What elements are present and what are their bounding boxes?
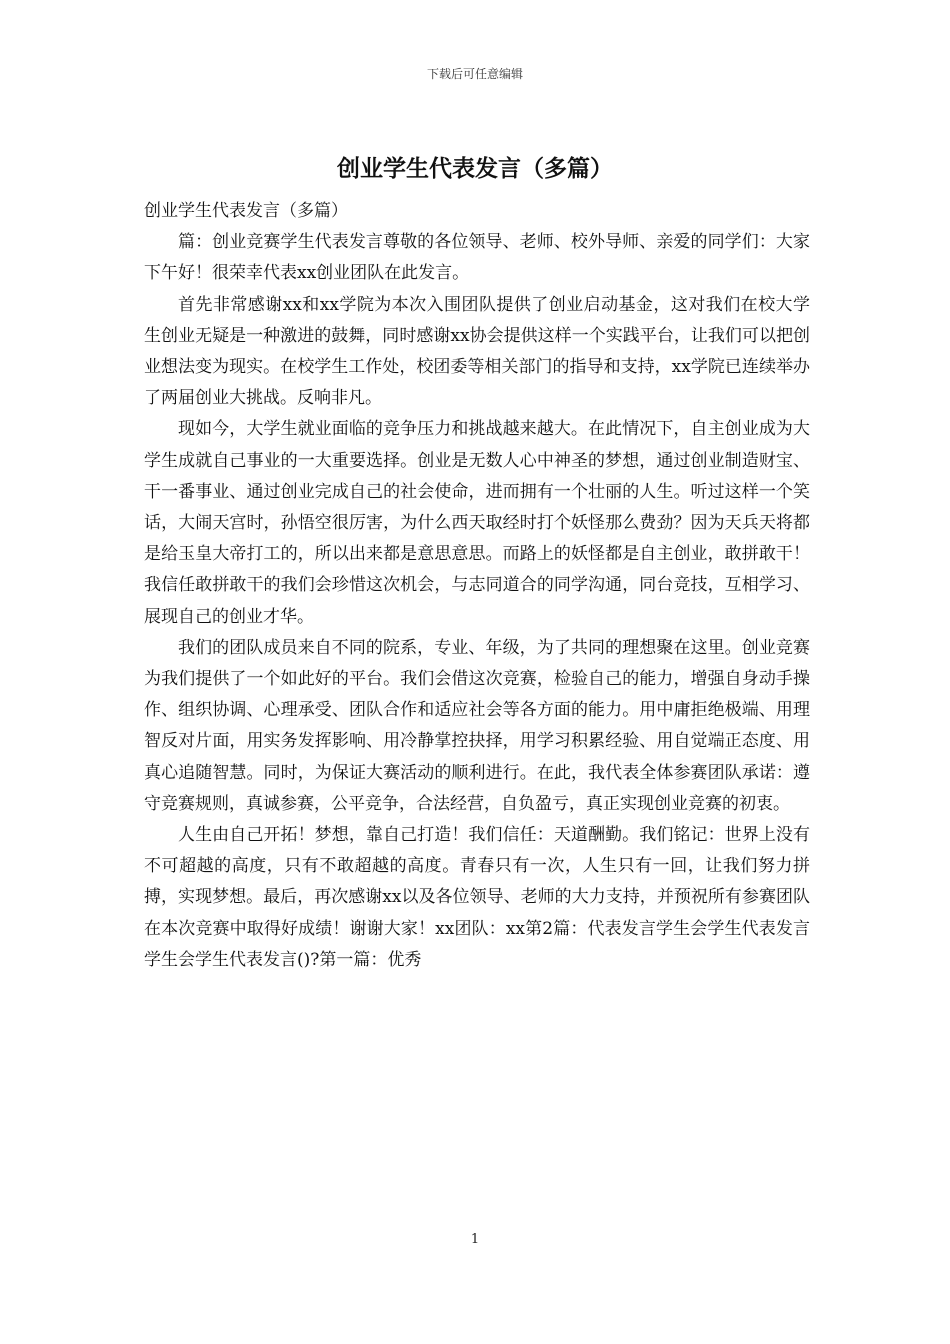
paragraph-team: 我们的团队成员来自不同的院系，专业、年级，为了共同的理想聚在这里。创业竞赛为我们提供了一个如此好的平台。我们会借这次竞赛，检验自己的能力，增强自身动手操作、组织协调、心理承受、团队合作和适应社会等各方面的能力。用中庸拒绝极端、用理智反对片面，用实务发挥影响、用冷静掌控抉择，用学习积累经验、用自觉端正态度、用真心追随智慧。同时，为保证大赛活动的顺利进行。在此，我代表全体参赛团队承诺：遵守竞赛规则，真诚参赛，公平竞争，合法经营，自负盈亏，真正实现创业竞赛的初衷。 xyxy=(144,637,810,814)
paragraph-intro: 篇：创业竞赛学生代表发言尊敬的各位领导、老师、校外导师、亲爱的同学们：大家下午好！很荣幸代表xx创业团队在此发言。 xyxy=(144,232,810,284)
paragraph-thanks: 首先非常感谢xx和xx学院为本次入围团队提供了创业启动基金，这对我们在校大学生创业无疑是一种激进的鼓舞，同时感谢xx协会提供这样一个实践平台，让我们可以把创业想法变为现实。在校学生工作处，校团委等相关部门的指导和支持，xx学院已连续举办了两届创业大挑战。反响非凡。 xyxy=(144,294,810,409)
document-subtitle: 创业学生代表发言（多篇） xyxy=(144,201,348,221)
page-number: 1 xyxy=(470,1232,480,1247)
paragraph-entrepreneurship: 现如今，大学生就业面临的竞争压力和挑战越来越大。在此情况下，自主创业成为大学生成就自己事业的一大重要选择。创业是无数人心中神圣的梦想，通过创业制造财宝、干一番事业、通过创业完成自己的社会使命，进而拥有一个壮丽的人生。听过这样一个笑话，大闹天宫时，孙悟空很厉害，为什么西天取经时打个妖怪那么费劲？因为天兵天将都是给玉皇大帝打工的，所以出来都是意思意思。而路上的妖怪都是自主创业，敢拼敢干！我信任敢拼敢干的我们会珍惜这次机会，与志同道合的同学沟通，同台竞技，互相学习、展现自己的创业才华。 xyxy=(144,419,810,627)
document-body xyxy=(144,196,810,976)
document-title: 创业学生代表发言（多篇） xyxy=(337,155,613,182)
page-header-note: 下载后可任意编辑 xyxy=(426,67,523,81)
paragraph-closing: 人生由自己开拓！梦想，靠自己打造！我们信任：天道酬勤。我们铭记：世界上没有不可超越的高度，只有不敢超越的高度。青春只有一次，人生只有一回，让我们努力拼搏，实现梦想。最后，再次感谢xx以及各位领导、老师的大力支持，并预祝所有参赛团队在本次竞赛中取得好成绩！谢谢大家！xx团队：xx第2篇：代表发言学生会学生代表发言学生会学生代表发言()?第一篇：优秀 xyxy=(144,825,810,970)
